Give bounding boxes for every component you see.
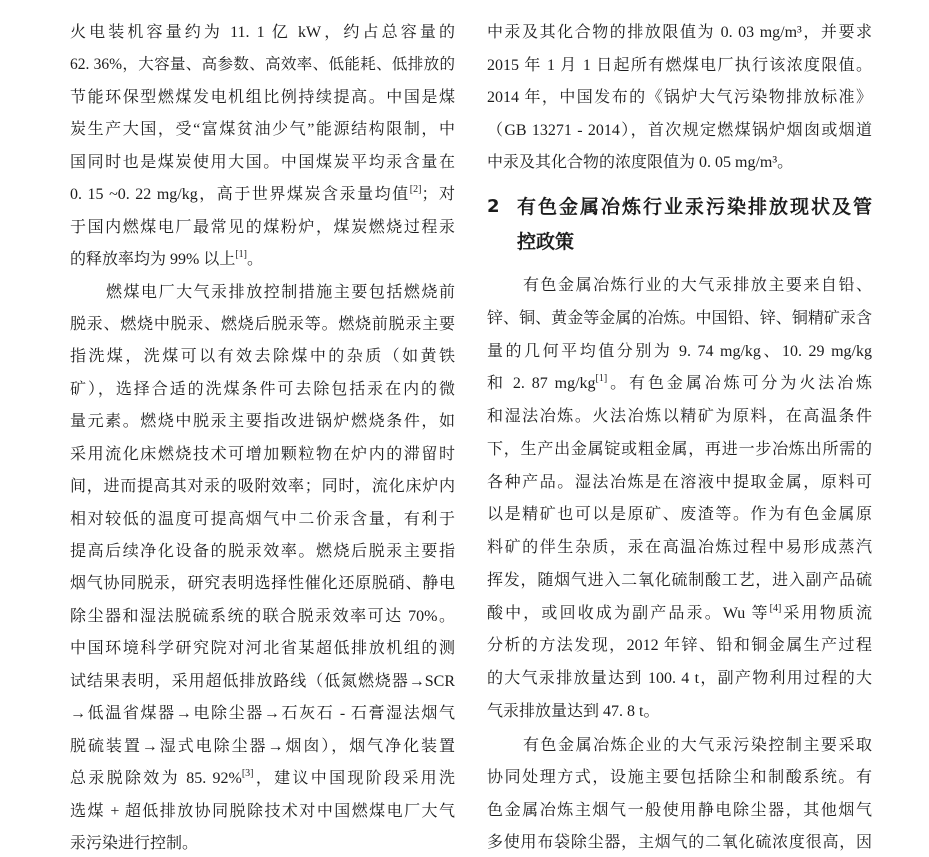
text-run: 烟气协同脱汞，研究表明选择性催化还原脱硝、静电 xyxy=(70,575,455,593)
text-line xyxy=(70,768,455,790)
text-line xyxy=(70,87,455,109)
text-line xyxy=(487,373,872,395)
text-run: 的释放率均为 99% 以上 xyxy=(70,251,236,269)
text-run: 脱硫装置→湿式电除尘器→烟囱），烟气净化装置 xyxy=(70,737,455,755)
text-line xyxy=(487,275,872,297)
text-run: 各种产品。湿法冶炼是在溶液中提取金属，原料可 xyxy=(487,473,872,491)
text-line xyxy=(487,472,872,494)
text-line xyxy=(70,606,455,628)
text-line xyxy=(70,411,455,433)
citation-superscript: [2] xyxy=(409,184,422,196)
text-run: 2014 年，中国发布的《锅炉大气污染物排放标准》 xyxy=(487,89,872,106)
text-run: 有色金属冶炼企业的大气汞污染控制主要采取 xyxy=(523,737,872,754)
text-line xyxy=(487,735,872,757)
text-run: 62. 36%，大容量、高参数、高效率、低能耗、低排放的 xyxy=(70,56,455,74)
text-line xyxy=(70,152,455,174)
text-line xyxy=(487,832,872,854)
text-line xyxy=(70,541,455,563)
text-line xyxy=(487,55,872,77)
citation-superscript: [3] xyxy=(241,768,254,780)
text-run: 炭生产大国，受“富煤贫油少气”能源结构限制，中 xyxy=(70,121,455,139)
section-title-line: 控政策 xyxy=(517,231,575,253)
text-line xyxy=(70,217,455,239)
text-run: 气汞排放量达到 47. 8 t。 xyxy=(487,702,660,720)
text-run: 国同时也是煤炭使用大国。中国煤炭平均汞含量在 xyxy=(70,153,455,171)
text-line xyxy=(487,767,872,789)
text-run: 中汞及其化合物的排放限值为 0. 03 mg/m³，并要求 xyxy=(487,24,872,41)
text-run: 的大气汞排放量达到 100. 4 t，副产物利用过程的大 xyxy=(487,670,872,687)
section-title xyxy=(517,195,872,254)
text-line xyxy=(487,341,872,363)
text-run: 料矿的伴生杂质，汞在高温冶炼过程中易形成蒸汽 xyxy=(487,539,872,556)
text-run: 脱汞、燃烧中脱汞、燃烧后脱汞等。燃烧前脱汞主要 xyxy=(70,315,455,333)
text-run: 协同处理方式，设施主要包括除尘和制酸系统。有 xyxy=(487,769,872,787)
text-run: 矿），选择合适的洗煤条件可去除包括汞在内的微 xyxy=(70,380,455,398)
text-run: 火电装机容量约为 11. 1 亿 kW，约占总容量的 xyxy=(70,24,455,41)
text-run: 和 2. 87 mg/kg xyxy=(487,375,596,393)
text-run: 中汞及其化合物的浓度限值为 0. 05 mg/m³。 xyxy=(487,154,794,171)
text-line xyxy=(70,249,455,271)
text-run: 中国环境科学研究院对河北省某超低排放机组的测 xyxy=(70,640,455,658)
text-run: 间，进而提高其对汞的吸附效率；同时，流化床炉内 xyxy=(70,478,455,496)
text-line xyxy=(70,314,455,336)
text-run: 燃煤电厂大气汞排放控制措施主要包括燃烧前 xyxy=(106,283,455,301)
text-run: 相对较低的温度可提高烟气中二价汞含量，有利于 xyxy=(70,510,455,528)
citation-superscript: [1] xyxy=(235,249,248,261)
paragraph xyxy=(70,282,455,855)
text-run: 采用物质流 xyxy=(781,604,872,622)
text-run: 锌、铜、黄金等金属的冶炼。中国铅、锌、铜精矿汞含 xyxy=(487,309,872,327)
text-line xyxy=(70,119,455,141)
text-run: （GB 13271 - 2014），首次规定燃煤锅炉烟囱或烟道 xyxy=(487,121,872,139)
text-run: 总汞脱除效为 85. 92% xyxy=(70,770,242,788)
text-line xyxy=(70,638,455,660)
text-run: 多使用布袋除尘器，主烟气的二氧化硫浓度很高，因 xyxy=(487,834,872,852)
text-line xyxy=(70,476,455,498)
text-run: 汞污染进行控制。 xyxy=(70,834,199,852)
text-run: →低温省煤器→电除尘器→石灰石 - 石膏湿法烟气 xyxy=(70,705,455,723)
text-run: 酸中，或回收成为副产品汞。Wu 等 xyxy=(487,604,770,622)
text-line xyxy=(487,668,872,690)
text-run: 选煤 + 超低排放协同脱除技术对中国燃煤电厂大气 xyxy=(70,802,455,820)
text-run: 除尘器和湿法脱硫系统的联合脱汞效率可达 70%。 xyxy=(70,607,455,625)
text-run: 量元素。燃烧中脱汞主要指改进锅炉燃烧条件，如 xyxy=(70,413,455,431)
text-line xyxy=(487,439,872,461)
text-line xyxy=(70,703,455,725)
paragraph xyxy=(70,22,455,271)
text-run: 0. 15 ~0. 22 mg/kg，高于世界煤炭含汞量均值 xyxy=(70,186,410,204)
text-run: 2015 年 1 月 1 日起所有燃煤电厂执行该浓度限值。 xyxy=(487,56,872,74)
text-line xyxy=(70,379,455,401)
text-line xyxy=(70,282,455,304)
text-line xyxy=(70,833,455,855)
text-run: 提高后续净化设备的脱汞效率。燃烧后脱汞主要指 xyxy=(70,543,455,560)
text-line xyxy=(70,509,455,531)
text-line xyxy=(487,22,872,44)
text-run: 色金属冶炼主烟气一般使用静电除尘器，其他烟气 xyxy=(487,801,872,819)
text-line xyxy=(70,22,455,44)
text-run: ，建议中国现阶段采用洗 xyxy=(253,770,455,788)
section-heading xyxy=(487,195,872,254)
text-line xyxy=(487,701,872,723)
text-run: 。有色金属冶炼可分为火法冶炼 xyxy=(607,375,872,393)
text-run: 挥发，随烟气进入二氧化硫制酸工艺，进入副产品硫 xyxy=(487,571,872,589)
text-line xyxy=(487,120,872,142)
paragraph xyxy=(487,22,872,174)
text-line xyxy=(70,573,455,595)
text-line xyxy=(70,184,455,206)
text-line xyxy=(487,406,872,428)
text-line xyxy=(487,603,872,625)
text-line xyxy=(487,308,872,330)
text-run: ；对 xyxy=(421,186,455,204)
text-line xyxy=(70,736,455,758)
text-line xyxy=(487,87,872,109)
text-line xyxy=(487,570,872,592)
text-run: 分析的方法发现，2012 年锌、铅和铜金属生产过程 xyxy=(487,637,872,655)
text-line xyxy=(70,444,455,466)
text-run: 和湿法冶炼。火法冶炼以精矿为原料，在高温条件 xyxy=(487,408,872,425)
text-run: 。 xyxy=(247,251,264,269)
text-line xyxy=(487,504,872,526)
section-number: 2 xyxy=(487,196,500,217)
text-run: 下，生产出金属锭或粗金属，再进一步冶炼出所需的 xyxy=(487,440,872,458)
text-line xyxy=(487,800,872,822)
text-line xyxy=(487,635,872,657)
text-run: 于国内燃煤电厂最常见的煤粉炉，煤炭燃烧过程汞 xyxy=(70,218,455,236)
text-run: 量的几何平均值分别为 9. 74 mg/kg、10. 29 mg/kg xyxy=(487,342,872,360)
text-run: 指洗煤，洗煤可以有效去除煤中的杂质（如黄铁 xyxy=(70,348,455,366)
citation-superscript: [1] xyxy=(595,373,608,385)
text-run: 采用流化床燃烧技术可增加颗粒物在炉内的滞留时 xyxy=(70,445,455,463)
citation-superscript: [4] xyxy=(769,602,782,614)
text-run: 节能环保型燃煤发电机组比例持续提高。中国是煤 xyxy=(70,88,455,106)
left-column xyxy=(70,22,455,855)
text-line xyxy=(70,671,455,693)
paragraph xyxy=(487,275,872,723)
text-line xyxy=(70,346,455,368)
text-line xyxy=(70,54,455,76)
text-run: 试结果表明，采用超低排放路线（低氮燃烧器→SCR xyxy=(70,672,455,690)
text-line xyxy=(70,801,455,823)
text-line xyxy=(487,152,872,174)
text-run: 以是精矿也可以是原矿、废渣等。作为有色金属原 xyxy=(487,506,872,524)
text-line xyxy=(487,537,872,559)
text-run: 有色金属冶炼行业的大气汞排放主要来自铅、 xyxy=(523,277,872,294)
paragraph xyxy=(487,735,872,854)
section-title-line: 有色金属冶炼行业汞污染排放现状及管 xyxy=(517,196,872,218)
